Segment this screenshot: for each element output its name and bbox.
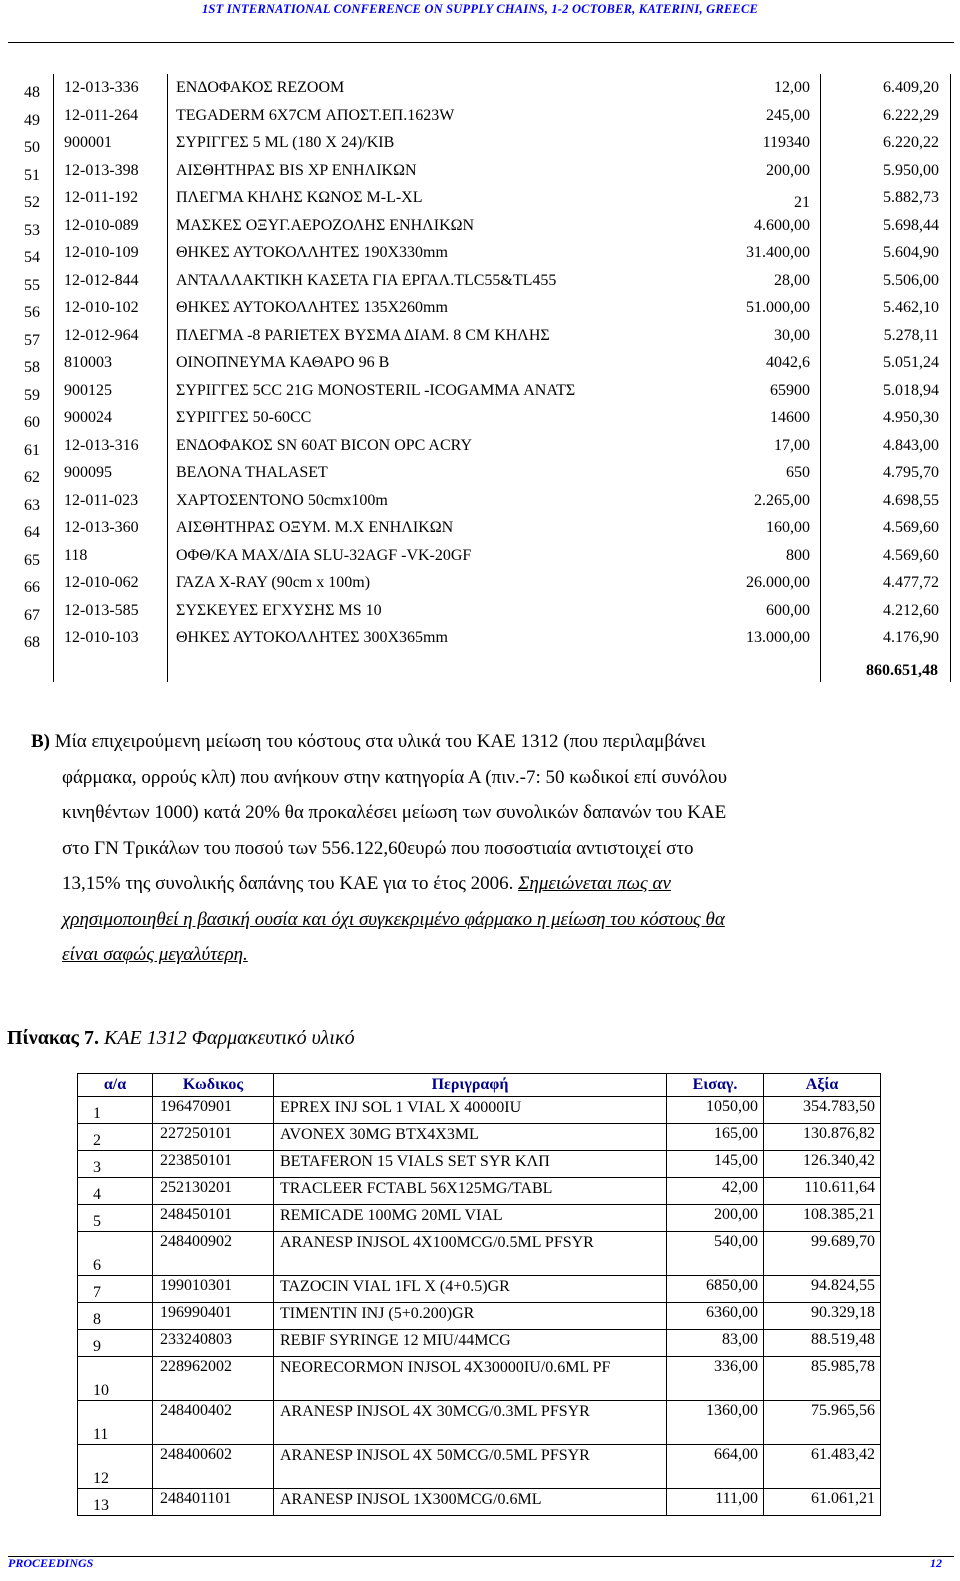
drug-description: ARANESP INJSOL 1X300MCG/0.6ML (274, 1489, 667, 1516)
table2-row (78, 1401, 881, 1445)
item-value: 5.278,11 (883, 326, 939, 344)
item-code: 900024 (64, 409, 112, 426)
paragraph-note: χρησιμοποιηθεί η βασική ουσία και όχι συγκεκριμένο φάρμακο η μείωση του κόστους θα (62, 908, 725, 930)
item-quantity: 245,00 (766, 106, 810, 124)
item-value: 5.051,24 (883, 354, 939, 371)
body-paragraph (31, 724, 948, 973)
item-description: ΓΑΖΑ X-RAY (90cm x 100m) (176, 574, 371, 591)
item-code: 810003 (64, 354, 112, 371)
row-number: 60 (24, 414, 40, 431)
header-rule (8, 42, 954, 43)
paragraph-text: 13,15% της συνολικής δαπάνης του ΚΑΕ για το έτος 2006. (62, 873, 519, 894)
item-code: 900001 (64, 134, 112, 151)
row-number: 66 (24, 579, 40, 596)
table1-total: 860.651,48 (866, 662, 938, 679)
table2-header: α/α (78, 1074, 153, 1097)
paragraph-note: Σημειώνεται πως αν (518, 873, 671, 894)
item-value: 4.212,60 (883, 601, 939, 619)
drug-quantity: 165,00 (667, 1124, 764, 1151)
row-number: 3 (78, 1151, 153, 1178)
row-number: 51 (24, 166, 40, 184)
table-caption (7, 1027, 355, 1050)
paragraph-line: κινηθέντων 1000) κατά 20% θα προκαλέσει μείωση των συνολικών δαπανών του ΚΑΕ (62, 802, 727, 823)
row-number: 59 (24, 386, 40, 404)
table1-row (0, 571, 960, 598)
drug-description: ARANESP INJSOL 4X 30MCG/0.3ML PFSYR (274, 1401, 667, 1445)
item-code: 12-013-398 (64, 161, 139, 179)
drug-description: ARANESP INJSOL 4X100MCG/0.5ML PFSYR (274, 1232, 667, 1276)
row-number: 62 (24, 469, 40, 486)
row-number: 52 (24, 194, 40, 211)
row-number: 67 (24, 606, 40, 624)
item-code: 12-013-336 (64, 79, 139, 96)
drug-quantity: 42,00 (667, 1178, 764, 1205)
table2 (77, 1073, 881, 1516)
item-quantity: 30,00 (774, 326, 810, 344)
row-number: 48 (24, 84, 40, 101)
conference-header: 1ST INTERNATIONAL CONFERENCE ON SUPPLY CHAINS, 1-2 OCTOBER, KATERINI, GREECE (201, 2, 759, 16)
item-description: ΣΥΣΚΕΥΕΣ ΕΓΧΥΣΗΣ MS 10 (176, 601, 382, 619)
drug-quantity: 200,00 (667, 1205, 764, 1232)
drug-description: BETAFERON 15 VIALS SET SYR ΚΛΠ (274, 1151, 667, 1178)
item-description: ΕΝΔΟΦΑΚΟΣ REZOOM (176, 79, 345, 96)
item-value: 5.462,10 (883, 299, 939, 316)
table2-row (78, 1357, 881, 1401)
item-value: 4.843,00 (883, 436, 939, 454)
paragraph-text: Μία επιχειρούμενη μείωση του κόστους στα υλικά του ΚΑΕ 1312 (που περιλαμβάνει (50, 731, 706, 752)
item-value: 4.569,60 (883, 546, 939, 564)
drug-description: TRACLEER FCTABL 56X125MG/TABL (274, 1178, 667, 1205)
table1-row (0, 626, 960, 653)
item-code: 12-010-102 (64, 299, 139, 316)
table2-row (78, 1151, 881, 1178)
item-code: 12-010-109 (64, 244, 139, 261)
row-number: 53 (24, 221, 40, 239)
row-number: 49 (24, 111, 40, 129)
caption-label: Πίνακας 7. (7, 1027, 99, 1049)
drug-code: 248400902 (153, 1232, 274, 1276)
drug-value: 108.385,21 (764, 1205, 881, 1232)
table2-row (78, 1097, 881, 1124)
table1-row (0, 76, 960, 103)
item-value: 4.950,30 (883, 409, 939, 426)
row-number: 55 (24, 276, 40, 294)
table1-row (0, 214, 960, 241)
row-number: 12 (78, 1445, 153, 1489)
item-quantity: 31.400,00 (746, 244, 810, 261)
item-quantity: 119340 (762, 134, 810, 151)
row-number: 2 (78, 1124, 153, 1151)
item-value: 5.604,90 (883, 244, 939, 261)
table2-header: Περιγραφή (274, 1074, 667, 1097)
item-code: 12-013-316 (64, 436, 139, 454)
drug-code: 196990401 (153, 1303, 274, 1330)
item-value: 4.569,60 (883, 519, 939, 536)
item-code: 12-010-103 (64, 629, 139, 646)
item-quantity: 2.265,00 (754, 491, 810, 509)
drug-description: TIMENTIN INJ (5+0.200)GR (274, 1303, 667, 1330)
item-code: 900095 (64, 464, 112, 481)
row-number: 68 (24, 634, 40, 651)
drug-description: REMICADE 100MG 20ML VIAL (274, 1205, 667, 1232)
row-number: 64 (24, 524, 40, 541)
item-code: 12-010-089 (64, 216, 139, 234)
item-quantity: 160,00 (766, 519, 810, 536)
table2-row (78, 1303, 881, 1330)
drug-code: 223850101 (153, 1151, 274, 1178)
item-code: 12-013-360 (64, 519, 139, 536)
item-value: 5.698,44 (883, 216, 939, 234)
table1-row (0, 159, 960, 186)
item-code: 12-012-844 (64, 271, 139, 289)
footer-page-number: 12 (930, 1556, 942, 1570)
item-description: ΣΥΡΙΓΓΕΣ 50-60CC (176, 409, 312, 426)
item-value: 5.882,73 (883, 189, 939, 206)
item-quantity: 12,00 (774, 79, 810, 96)
item-value: 5.950,00 (883, 161, 939, 179)
drug-quantity: 6850,00 (667, 1276, 764, 1303)
drug-code: 248400602 (153, 1445, 274, 1489)
item-value: 6.222,29 (883, 106, 939, 124)
table2-row (78, 1178, 881, 1205)
drug-code: 199010301 (153, 1276, 274, 1303)
item-quantity: 28,00 (774, 271, 810, 289)
table1-row (0, 434, 960, 461)
drug-code: 196470901 (153, 1097, 274, 1124)
table2-row (78, 1330, 881, 1357)
row-number: 50 (24, 139, 40, 156)
table2-header-row (78, 1074, 881, 1097)
item-quantity: 4.600,00 (754, 216, 810, 234)
item-value: 4.698,55 (883, 491, 939, 509)
drug-quantity: 6360,00 (667, 1303, 764, 1330)
row-number: 1 (78, 1097, 153, 1124)
drug-code: 233240803 (153, 1330, 274, 1357)
drug-value: 354.783,50 (764, 1097, 881, 1124)
drug-quantity: 1050,00 (667, 1097, 764, 1124)
drug-quantity: 1360,00 (667, 1401, 764, 1445)
row-number: 13 (78, 1489, 153, 1516)
drug-description: ARANESP INJSOL 4X 50MCG/0.5ML PFSYR (274, 1445, 667, 1489)
table1-row (0, 131, 960, 158)
row-number: 9 (78, 1330, 153, 1357)
table1-row (0, 104, 960, 131)
table2-row (78, 1232, 881, 1276)
table1-row (0, 489, 960, 516)
table1-row (0, 379, 960, 406)
table1-row (0, 296, 960, 323)
drug-code: 248400402 (153, 1401, 274, 1445)
item-quantity: 200,00 (766, 161, 810, 179)
footer-proceedings: PROCEEDINGS (8, 1556, 94, 1570)
row-number: 56 (24, 304, 40, 321)
item-description: ΘΗΚΕΣ ΑΥΤΟΚΟΛΛΗΤΕΣ 190Χ330mm (176, 244, 448, 261)
row-number: 58 (24, 359, 40, 376)
drug-code: 248450101 (153, 1205, 274, 1232)
item-quantity: 800 (786, 546, 810, 564)
table1-row (0, 269, 960, 296)
row-number: 61 (24, 441, 40, 459)
table1-row (0, 599, 960, 626)
item-code: 12-010-062 (64, 574, 139, 591)
item-code: 12-013-585 (64, 601, 139, 619)
drug-description: REBIF SYRINGE 12 MIU/44MCG (274, 1330, 667, 1357)
drug-value: 90.329,18 (764, 1303, 881, 1330)
row-number: 5 (78, 1205, 153, 1232)
row-number: 10 (78, 1357, 153, 1401)
paragraph-line: στο ΓΝ Τρικάλων του ποσού των 556.122,60ευρώ που ποσοστιαία αντιστοιχεί στο (62, 837, 694, 859)
item-description: ΠΛΕΓΜΑ ΚΗΛΗΣ ΚΩΝΟΣ M-L-XL (176, 189, 423, 206)
item-quantity: 21 (794, 194, 810, 211)
item-code: 118 (64, 546, 88, 564)
table1-row (0, 351, 960, 378)
drug-description: TAZOCIN VIAL 1FL X (4+0.5)GR (274, 1276, 667, 1303)
item-value: 4.176,90 (883, 629, 939, 646)
drug-value: 88.519,48 (764, 1330, 881, 1357)
row-number: 4 (78, 1178, 153, 1205)
drug-description: AVONEX 30MG BTX4X3ML (274, 1124, 667, 1151)
item-code: 12-012-964 (64, 326, 139, 344)
item-description: ΒΕΛΟΝΑ THALASET (176, 464, 328, 481)
drug-description: EPREX INJ SOL 1 VIAL X 40000IU (274, 1097, 667, 1124)
table2-row (78, 1124, 881, 1151)
drug-quantity: 111,00 (667, 1489, 764, 1516)
drug-value: 130.876,82 (764, 1124, 881, 1151)
table1-row (0, 241, 960, 268)
row-number: 11 (78, 1401, 153, 1445)
drug-quantity: 540,00 (667, 1232, 764, 1276)
row-number: 6 (78, 1232, 153, 1276)
item-description: ΑΙΣΘΗΤΗΡΑΣ BIS XP ΕΝΗΛΙΚΩΝ (176, 161, 417, 179)
item-quantity: 26.000,00 (746, 574, 810, 591)
item-value: 4.795,70 (883, 464, 939, 481)
item-quantity: 65900 (770, 381, 810, 399)
drug-value: 126.340,42 (764, 1151, 881, 1178)
paragraph-line (62, 902, 948, 938)
table2-row (78, 1489, 881, 1516)
item-description: ΜΑΣΚΕΣ ΟΞΥΓ.ΑΕΡΟΖΟΛΗΣ ΕΝΗΛΙΚΩΝ (176, 216, 475, 234)
paragraph-label: B) (31, 731, 50, 752)
item-description: ΣΥΡΙΓΓΕΣ 5CC 21G MONOSTERIL -ICOGAMMA ΑΝΑΤΣ (176, 381, 576, 399)
table2-header: Αξία (764, 1074, 881, 1097)
drug-quantity: 336,00 (667, 1357, 764, 1401)
drug-quantity: 145,00 (667, 1151, 764, 1178)
table1-row (0, 406, 960, 433)
paragraph-line (31, 724, 948, 760)
drug-value: 94.824,55 (764, 1276, 881, 1303)
caption-title: ΚΑΕ 1312 Φαρμακευτικό υλικό (98, 1027, 355, 1049)
row-number: 8 (78, 1303, 153, 1330)
table1-row (0, 461, 960, 488)
table2-row (78, 1205, 881, 1232)
drug-description: NEORECORMON INJSOL 4X30000IU/0.6ML PF (274, 1357, 667, 1401)
row-number: 54 (24, 249, 40, 266)
drug-value: 61.061,21 (764, 1489, 881, 1516)
row-number: 65 (24, 551, 40, 569)
table2-row (78, 1445, 881, 1489)
item-code: 12-011-264 (64, 106, 139, 124)
item-description: ΠΛΕΓΜΑ -8 PARIETEX ΒΥΣΜΑ ΔΙΑΜ. 8 CM ΚΗΛΗΣ (176, 326, 550, 344)
item-quantity: 14600 (770, 409, 810, 426)
footer-rule (8, 1556, 954, 1557)
item-description: ΑΝΤΑΛΛΑΚΤΙΚΗ ΚΑΣΕΤΑ ΓΙΑ ΕΡΓΑΛ.TLC55&TL455 (176, 271, 557, 289)
item-code: 12-011-023 (64, 491, 139, 509)
item-description: TEGADERM 6X7CM ΑΠΟΣΤ.ΕΠ.1623W (176, 106, 455, 124)
drug-value: 61.483,42 (764, 1445, 881, 1489)
item-description: ΟΦΘ/ΚΑ ΜΑΧ/ΔΙΑ SLU-32AGF -VK-20GF (176, 546, 472, 564)
item-quantity: 17,00 (774, 436, 810, 454)
drug-value: 110.611,64 (764, 1178, 881, 1205)
table2-row (78, 1276, 881, 1303)
table1-row (0, 324, 960, 351)
table2-header: Εισαγ. (667, 1074, 764, 1097)
drug-value: 99.689,70 (764, 1232, 881, 1276)
paragraph-line (62, 937, 948, 973)
item-quantity: 4042,6 (766, 354, 810, 371)
drug-code: 228962002 (153, 1357, 274, 1401)
item-value: 5.506,00 (883, 271, 939, 289)
drug-code: 227250101 (153, 1124, 274, 1151)
row-number: 57 (24, 331, 40, 349)
table2-header: Κωδικος (153, 1074, 274, 1097)
drug-code: 248401101 (153, 1489, 274, 1516)
table1-row (0, 516, 960, 543)
drug-quantity: 83,00 (667, 1330, 764, 1357)
paragraph-line (62, 866, 948, 902)
paragraph-line: φάρμακα, ορρούς κλπ) που ανήκουν στην κατηγορία Α (πιν.-7: 50 κωδικοί επί συνόλου (62, 766, 728, 788)
item-value: 4.477,72 (883, 574, 939, 591)
row-number: 63 (24, 496, 40, 514)
item-description: ΣΥΡΙΓΓΕΣ 5 ML (180 X 24)/KIB (176, 134, 395, 151)
item-quantity: 51.000,00 (746, 299, 810, 316)
item-value: 6.220,22 (883, 134, 939, 151)
item-description: ΟΙΝΟΠΝΕΥΜΑ ΚΑΘΑΡΟ 96 Β (176, 354, 390, 371)
item-code: 12-011-192 (64, 189, 139, 206)
paragraph-note: είναι σαφώς μεγαλύτερη. (62, 944, 248, 965)
item-quantity: 600,00 (766, 601, 810, 619)
item-value: 5.018,94 (883, 381, 939, 399)
table1-row (0, 544, 960, 571)
item-description: ΧΑΡΤΟΣΕΝΤΟΝΟ 50cmx100m (176, 491, 388, 509)
item-description: ΘΗΚΕΣ ΑΥΤΟΚΟΛΛΗΤΕΣ 300Χ365mm (176, 629, 448, 646)
drug-value: 75.965,56 (764, 1401, 881, 1445)
drug-quantity: 664,00 (667, 1445, 764, 1489)
table1-row (0, 186, 960, 213)
row-number: 7 (78, 1276, 153, 1303)
drug-value: 85.985,78 (764, 1357, 881, 1401)
drug-code: 252130201 (153, 1178, 274, 1205)
item-value: 6.409,20 (883, 79, 939, 96)
item-quantity: 13.000,00 (746, 629, 810, 646)
item-description: ΑΙΣΘΗΤΗΡΑΣ ΟΞΥΜ. Μ.Χ ΕΝΗΛΙΚΩΝ (176, 519, 454, 536)
item-quantity: 650 (786, 464, 810, 481)
item-description: ΘΗΚΕΣ ΑΥΤΟΚΟΛΛΗΤΕΣ 135Χ260mm (176, 299, 448, 316)
item-description: ΕΝΔΟΦΑΚΟΣ SN 60AT BICON OPC ACRY (176, 436, 472, 454)
item-code: 900125 (64, 381, 112, 399)
